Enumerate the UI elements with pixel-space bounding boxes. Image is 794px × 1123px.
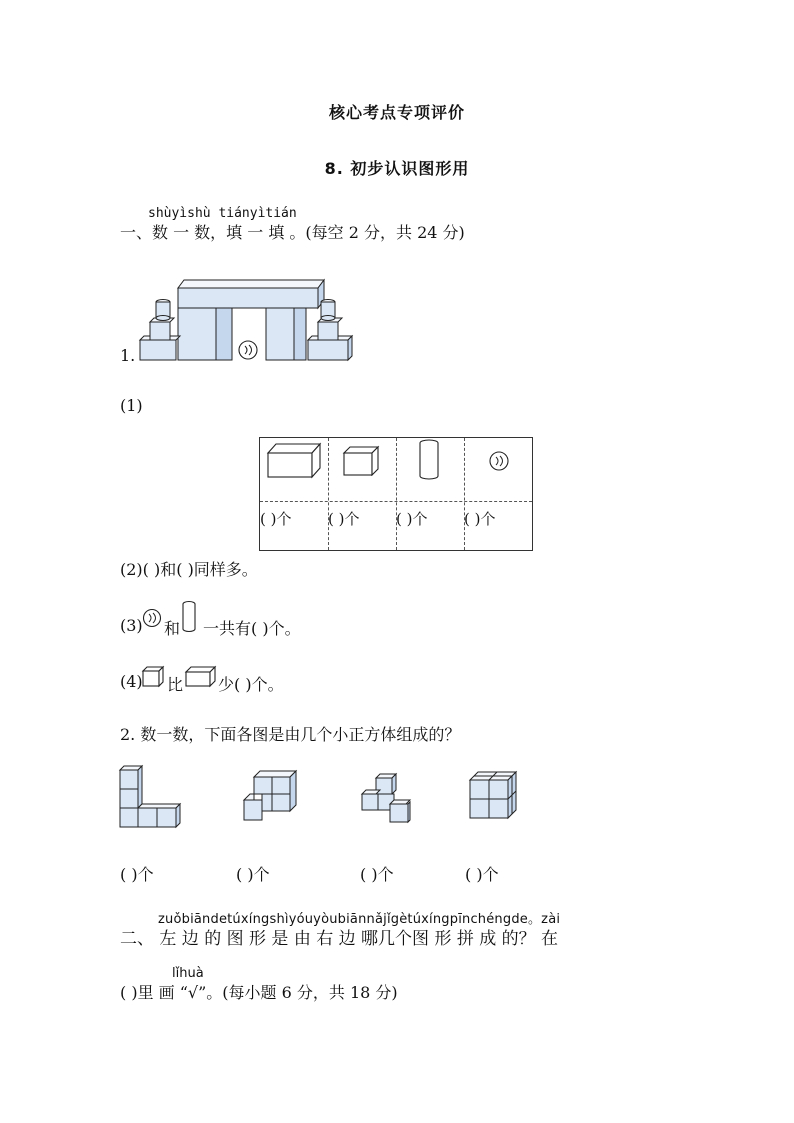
- q1-sub4-than: 比: [167, 675, 184, 694]
- section2-pinyin-line2: lǐhuà: [172, 966, 204, 981]
- section2-line2: ( )里 画 “√”。(每小题 6 分，共 18 分): [120, 983, 398, 1002]
- block-gate-figure: [136, 272, 358, 364]
- page-title: 核心考点专项评价: [328, 103, 465, 122]
- q1-sub3-label: (3): [120, 616, 143, 635]
- table-divider: [328, 438, 329, 550]
- cube-cluster-pyramid: [360, 770, 416, 826]
- ball-icon: [142, 608, 164, 630]
- q1-sub1-label: (1): [120, 396, 143, 415]
- q2-text: 2. 数一数，下面各图是由几个小正方体组成的？: [120, 725, 461, 744]
- count-blank-ball[interactable]: ( )个: [464, 510, 496, 528]
- q2-answer-3[interactable]: ( )个: [360, 865, 394, 884]
- table-divider: [464, 438, 465, 550]
- count-table: [259, 437, 533, 551]
- table-divider: [260, 501, 532, 502]
- cylinder-icon: [418, 438, 442, 482]
- q2-answer-2[interactable]: ( )个: [236, 865, 270, 884]
- cube-cluster-l-shape: [118, 764, 184, 830]
- q1-label: 1.: [120, 346, 136, 365]
- section1-heading: 一、数 一 数，填 一 填 。(每空 2 分，共 24 分): [120, 223, 465, 242]
- q1-sub3-text: 一共有( )个。: [203, 619, 301, 638]
- section2-heading: 二、 左 边 的 图 形 是 由 右 边 哪几个图 形 拼 成 的？ 在: [120, 929, 559, 949]
- cube-cluster-block: [468, 770, 522, 824]
- q2-answer-4[interactable]: ( )个: [465, 865, 499, 884]
- count-blank-cuboid[interactable]: ( )个: [260, 510, 292, 528]
- cube-icon: [342, 444, 386, 476]
- cylinder-icon: [181, 600, 197, 634]
- cuboid-icon: [184, 664, 218, 688]
- ball-icon: [488, 450, 512, 474]
- page-subtitle: 8. 初步认识图形用: [324, 159, 470, 178]
- q1-sub4-label: (4): [120, 672, 143, 691]
- count-blank-cylinder[interactable]: ( )个: [396, 510, 428, 528]
- section2-pinyin: zuǒbiāndetúxíngshìyóuyòubiānnǎjǐgètúxíngpīnchéngde。zài: [158, 912, 561, 927]
- q1-sub4-text: 少( )个。: [218, 675, 284, 694]
- q1-sub3-and: 和: [164, 619, 181, 638]
- table-divider: [396, 438, 397, 550]
- count-blank-cube[interactable]: ( )个: [328, 510, 360, 528]
- q2-answer-1[interactable]: ( )个: [120, 865, 154, 884]
- cube-cluster-stair: [242, 768, 300, 826]
- cuboid-icon: [266, 440, 326, 480]
- section1-pinyin: shùyìshù tiányìtián: [148, 206, 297, 221]
- cube-icon: [141, 664, 165, 688]
- q1-sub2: (2)( )和( )同样多。: [120, 560, 258, 579]
